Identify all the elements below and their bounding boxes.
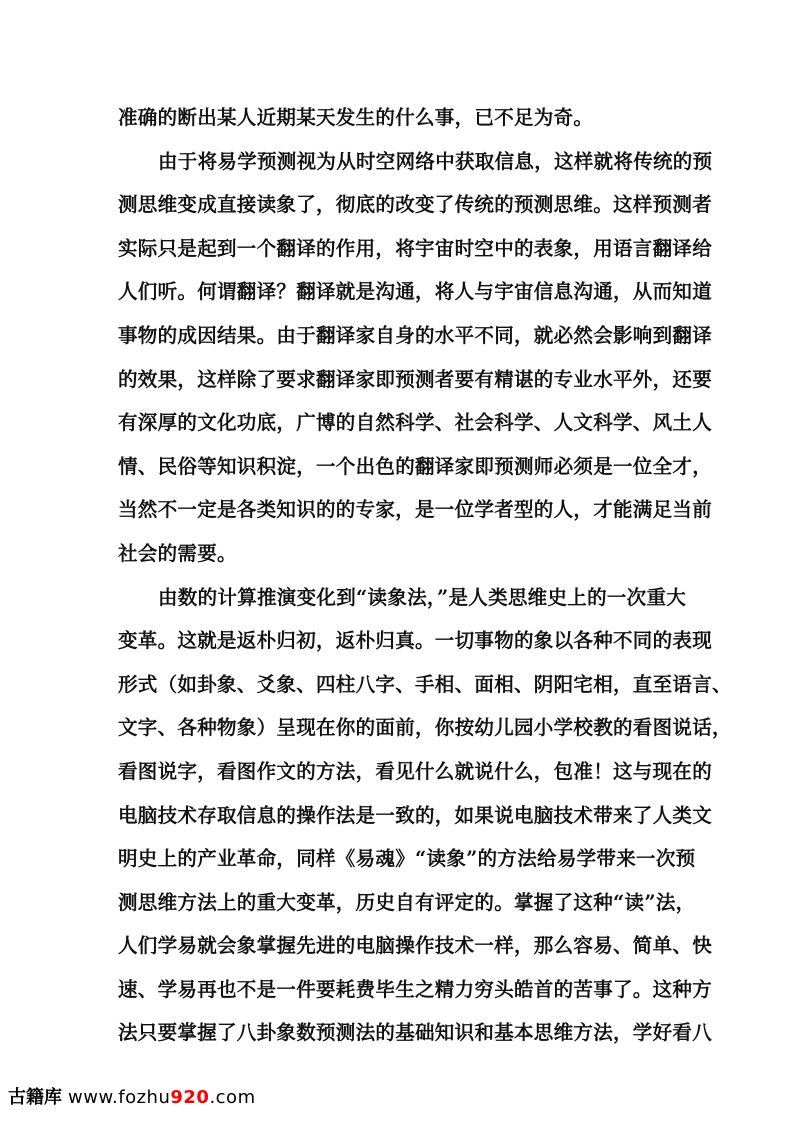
site-prefix: www.fozhu	[68, 1087, 171, 1108]
text-line: 法只要掌握了八卦象数预测法的基础知识和基本思维方法，学好看八	[118, 1021, 713, 1045]
text-line: 速、学易再也不是一件要耗费毕生之精力穷头皓首的苦事了。这种方	[118, 977, 713, 1001]
text-line: 文字、各种物象）呈现在你的面前，你按幼儿园小学校教的看图说话，	[118, 716, 732, 740]
text-line: 情、民俗等知识积淀，一个出色的翻译家即预测师必须是一位全才，	[118, 454, 713, 478]
text-line: 当然不一定是各类知识的的专家，是一位学者型的人，才能满足当前	[118, 498, 713, 522]
text-line: 形式（如卦象、爻象、四柱八字、手相、面相、阴阳宅相，直至语言、	[118, 672, 732, 696]
text-line: 实际只是起到一个翻译的作用，将宇宙时空中的表象，用语言翻译给	[118, 236, 713, 260]
text-line: 的效果，这样除了要求翻译家即预测者要有精谌的专业水平外，还要	[118, 367, 713, 391]
footer-site-link[interactable]	[68, 1087, 256, 1108]
text-line: 人们听。何谓翻译？翻译就是沟通，将人与宇宙信息沟通，从而知道	[118, 280, 713, 304]
text-line: 变革。这就是返朴归初，返朴归真。一切事物的象以各种不同的表现	[118, 629, 713, 653]
site-suffix: .com	[209, 1087, 256, 1108]
text-line: 准确的断出某人近期某天发生的什么事，已不足为奇。	[118, 106, 594, 129]
text-line: 测思维变成直接读象了，彻底的改变了传统的预测思维。这样预测者	[118, 193, 713, 217]
text-line: 电脑技术存取信息的操作法是一致的，如果说电脑技术带来了人类文	[118, 803, 713, 827]
text-line: 有深厚的文化功底，广博的自然科学、社会科学、人文科学、风土人	[118, 411, 713, 435]
paragraph-start-line: 由数的计算推演变化到“读象法，”是人类思维史上的一次重大	[158, 585, 687, 609]
footer-watermark	[8, 1083, 256, 1113]
footer-brand: 古籍库	[8, 1087, 62, 1108]
text-line: 看图说字，看图作文的方法，看见什么就说什么，包准！这与现在的	[118, 759, 713, 783]
text-line: 明史上的产业革命，同样《易魂》“读象”的方法给易学带来一次预	[118, 847, 696, 871]
text-line: 测思维方法上的重大变革，历史自有评定的。掌握了这种“读”法，	[118, 890, 696, 914]
site-accent: 920	[170, 1087, 210, 1108]
text-line: 人们学易就会象掌握先进的电脑操作技术一样，那么容易、简单、快	[118, 934, 713, 958]
body-text	[118, 96, 732, 1055]
paragraph-start-line: 由于将易学预测视为从时空网络中获取信息，这样就将传统的预	[158, 149, 713, 173]
text-line: 事物的成因结果。由于翻译家自身的水平不同，就必然会影响到翻译	[118, 323, 713, 347]
text-line: 社会的需要。	[118, 541, 237, 565]
